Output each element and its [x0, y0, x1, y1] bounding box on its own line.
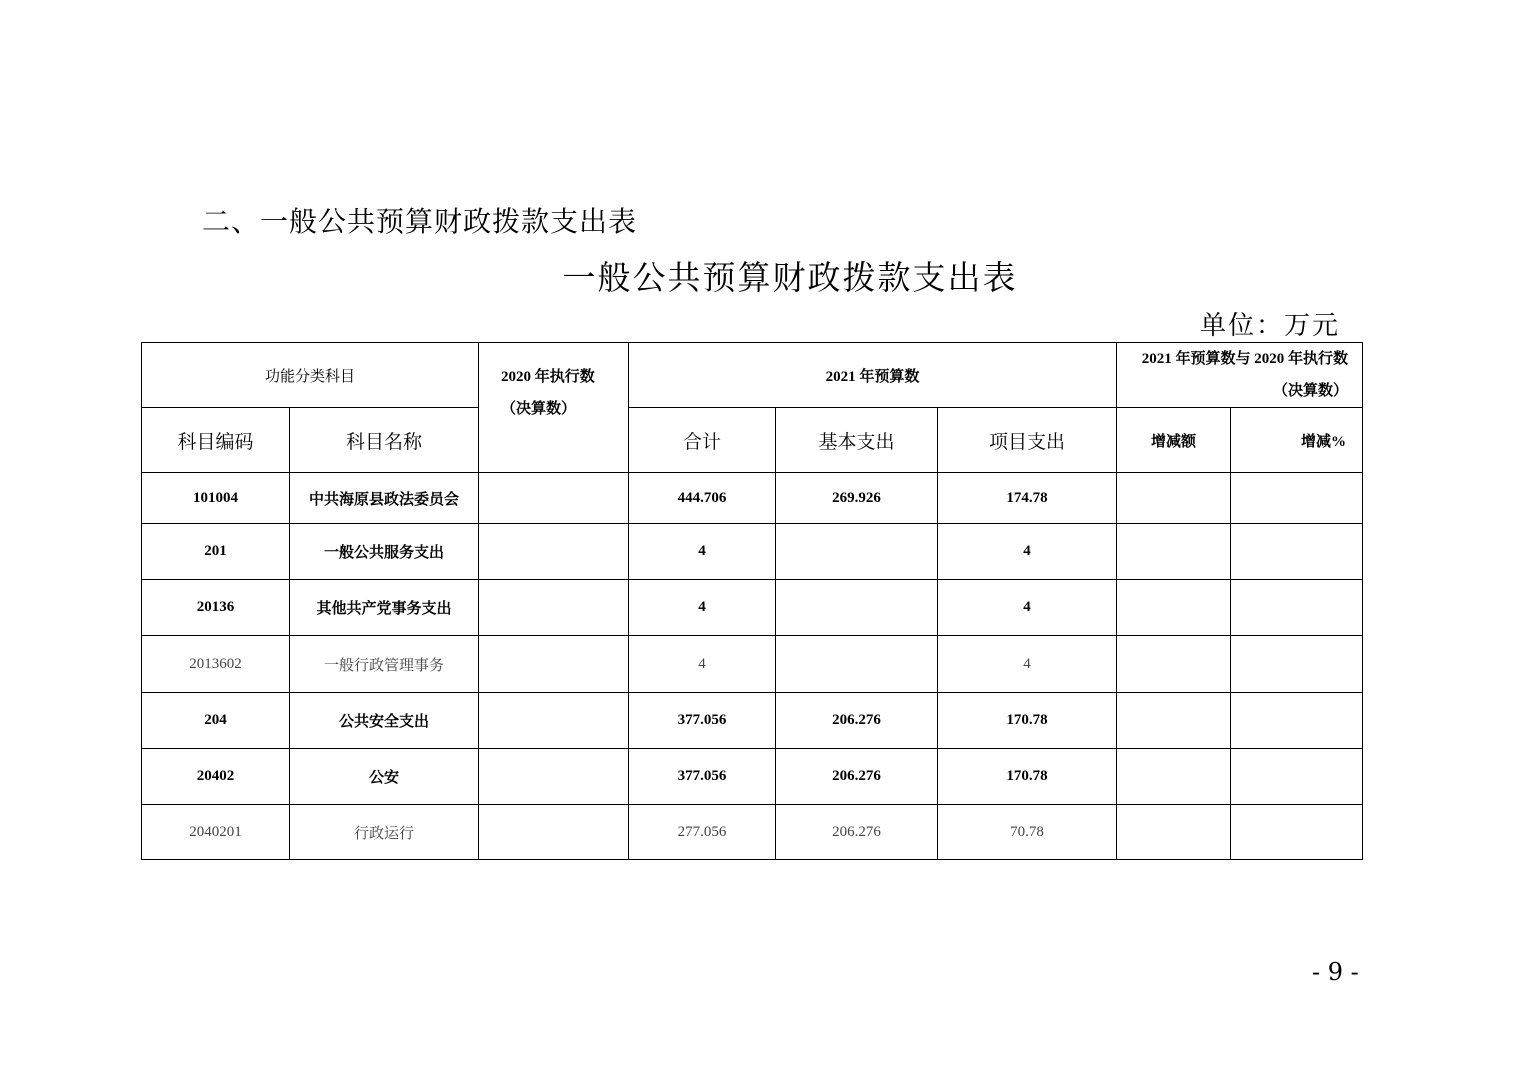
- row-exec-2020: [479, 805, 629, 860]
- header-basic: 基本支出: [776, 408, 938, 473]
- row-code: 20402: [142, 749, 290, 805]
- budget-table: [141, 342, 1363, 860]
- row-basic: 206.276: [776, 693, 938, 749]
- row-change-amount: [1117, 693, 1231, 749]
- header-budget-2021: 2021 年预算数: [629, 343, 1117, 408]
- table-row: [142, 805, 1363, 860]
- row-basic: 206.276: [776, 749, 938, 805]
- header-code: 科目编码: [142, 408, 290, 473]
- header-comparison: 2021 年预算数与 2020 年执行数（决算数）: [1117, 343, 1363, 408]
- row-exec-2020: [479, 749, 629, 805]
- row-change-amount: [1117, 636, 1231, 693]
- row-exec-2020: [479, 524, 629, 580]
- row-project: 174.78: [938, 473, 1117, 524]
- row-change-pct: [1231, 805, 1363, 860]
- row-code: 20136: [142, 580, 290, 636]
- row-change-pct: [1231, 636, 1363, 693]
- row-total: 377.056: [629, 749, 776, 805]
- row-exec-2020: [479, 693, 629, 749]
- header-total: 合计: [629, 408, 776, 473]
- row-code: 201: [142, 524, 290, 580]
- row-change-amount: [1117, 805, 1231, 860]
- header-project: 项目支出: [938, 408, 1117, 473]
- row-change-pct: [1231, 693, 1363, 749]
- row-total: 4: [629, 636, 776, 693]
- table-row: [142, 580, 1363, 636]
- document-title: 一般公共预算财政拨款支出表: [562, 258, 1018, 297]
- page-number: - 9 -: [1312, 958, 1359, 986]
- row-change-pct: [1231, 473, 1363, 524]
- row-project: 4: [938, 524, 1117, 580]
- unit-label: 单位：万元: [1199, 311, 1340, 341]
- row-name: 一般公共服务支出: [290, 524, 479, 580]
- row-project: 4: [938, 636, 1117, 693]
- row-code: 204: [142, 693, 290, 749]
- row-code: 101004: [142, 473, 290, 524]
- row-name: 一般行政管理事务: [290, 636, 479, 693]
- header-functional-category: 功能分类科目: [142, 343, 479, 408]
- row-basic: [776, 636, 938, 693]
- header-change-amount: 增减额: [1117, 408, 1231, 473]
- row-change-amount: [1117, 473, 1231, 524]
- row-change-pct: [1231, 580, 1363, 636]
- section-heading: 二、一般公共预算财政拨款支出表: [202, 205, 638, 238]
- row-project: 170.78: [938, 693, 1117, 749]
- row-name: 行政运行: [290, 805, 479, 860]
- row-basic: 206.276: [776, 805, 938, 860]
- row-exec-2020: [479, 473, 629, 524]
- row-total: 4: [629, 580, 776, 636]
- row-name: 其他共产党事务支出: [290, 580, 479, 636]
- row-total: 277.056: [629, 805, 776, 860]
- table-row: [142, 693, 1363, 749]
- header-exec-2020: 2020 年执行数（决算数）: [479, 343, 629, 473]
- table-row: [142, 473, 1363, 524]
- row-exec-2020: [479, 636, 629, 693]
- row-change-pct: [1231, 524, 1363, 580]
- row-project: 170.78: [938, 749, 1117, 805]
- row-basic: [776, 580, 938, 636]
- table-row: [142, 749, 1363, 805]
- row-change-amount: [1117, 580, 1231, 636]
- header-change-pct: 增减%: [1231, 408, 1363, 473]
- header-row-1: [142, 343, 1363, 408]
- table-row: [142, 524, 1363, 580]
- header-row-2: [142, 408, 1363, 473]
- row-name: 公安: [290, 749, 479, 805]
- row-basic: [776, 524, 938, 580]
- row-total: 444.706: [629, 473, 776, 524]
- row-name: 中共海原县政法委员会: [290, 473, 479, 524]
- row-change-pct: [1231, 749, 1363, 805]
- row-total: 4: [629, 524, 776, 580]
- row-project: 70.78: [938, 805, 1117, 860]
- header-name: 科目名称: [290, 408, 479, 473]
- row-name: 公共安全支出: [290, 693, 479, 749]
- row-basic: 269.926: [776, 473, 938, 524]
- row-code: 2013602: [142, 636, 290, 693]
- row-change-amount: [1117, 749, 1231, 805]
- row-exec-2020: [479, 580, 629, 636]
- row-code: 2040201: [142, 805, 290, 860]
- table-row: [142, 636, 1363, 693]
- row-change-amount: [1117, 524, 1231, 580]
- row-total: 377.056: [629, 693, 776, 749]
- row-project: 4: [938, 580, 1117, 636]
